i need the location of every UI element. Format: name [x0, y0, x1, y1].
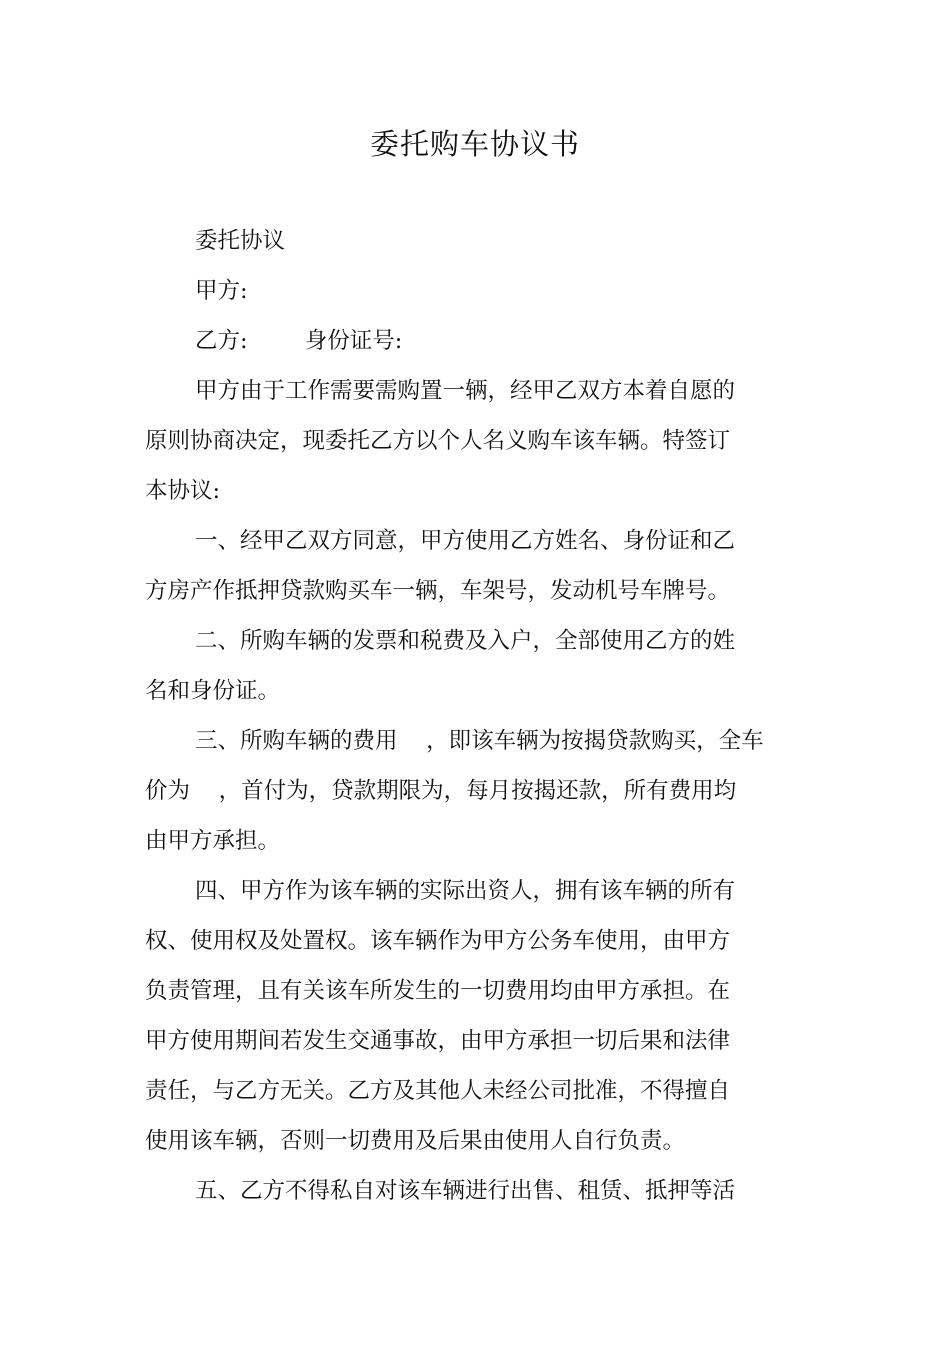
- clause-3-line: 三、所购车辆的费用 ，即该车辆为按揭贷款购买，全车: [195, 728, 764, 754]
- paragraph-line: 原则协商决定，现委托乙方以个人名义购车该车辆。特签订: [145, 428, 731, 454]
- clause-3-line: 价为 ，首付为，贷款期限为，每月按揭还款，所有费用均: [145, 778, 737, 804]
- clause-4-line: 权、使用权及处置权。该车辆作为甲方公务车使用，由甲方: [145, 928, 731, 954]
- clause-4-line: 使用该车辆，否则一切费用及后果由使用人自行负责。: [145, 1128, 686, 1154]
- clause-4-line: 负责管理，且有关该车所发生的一切费用均由甲方承担。在: [145, 978, 731, 1004]
- paragraph-line: 本协议:: [145, 478, 221, 504]
- section-heading: 委托协议: [195, 228, 286, 254]
- clause-1-line: 一、经甲乙双方同意，甲方使用乙方姓名、身份证和乙: [195, 528, 736, 554]
- clause-4-line: 四、甲方作为该车辆的实际出资人，拥有该车辆的所有: [195, 878, 736, 904]
- party-a-line: 甲方:: [195, 278, 248, 304]
- paragraph-line: 甲方由于工作需要需购置一辆，经甲乙双方本着自愿的: [195, 378, 736, 404]
- party-b-line: 乙方: 身份证号:: [195, 328, 403, 354]
- clause-4-line: 责任，与乙方无关。乙方及其他人未经公司批准，不得擅自: [145, 1078, 731, 1104]
- clause-5-line: 五、乙方不得私自对该车辆进行出售、租赁、抵押等活: [195, 1178, 736, 1204]
- clause-2-line: 名和身份证。: [145, 678, 281, 704]
- clause-3-line: 由甲方承担。: [145, 828, 281, 854]
- document-title: 委托购车协议书: [369, 127, 580, 161]
- clause-1-line: 方房产作抵押贷款购买车一辆，车架号，发动机号车牌号。: [145, 578, 731, 604]
- clause-4-line: 甲方使用期间若发生交通事故，由甲方承担一切后果和法律: [145, 1028, 731, 1054]
- clause-2-line: 二、所购车辆的发票和税费及入户，全部使用乙方的姓: [195, 628, 736, 654]
